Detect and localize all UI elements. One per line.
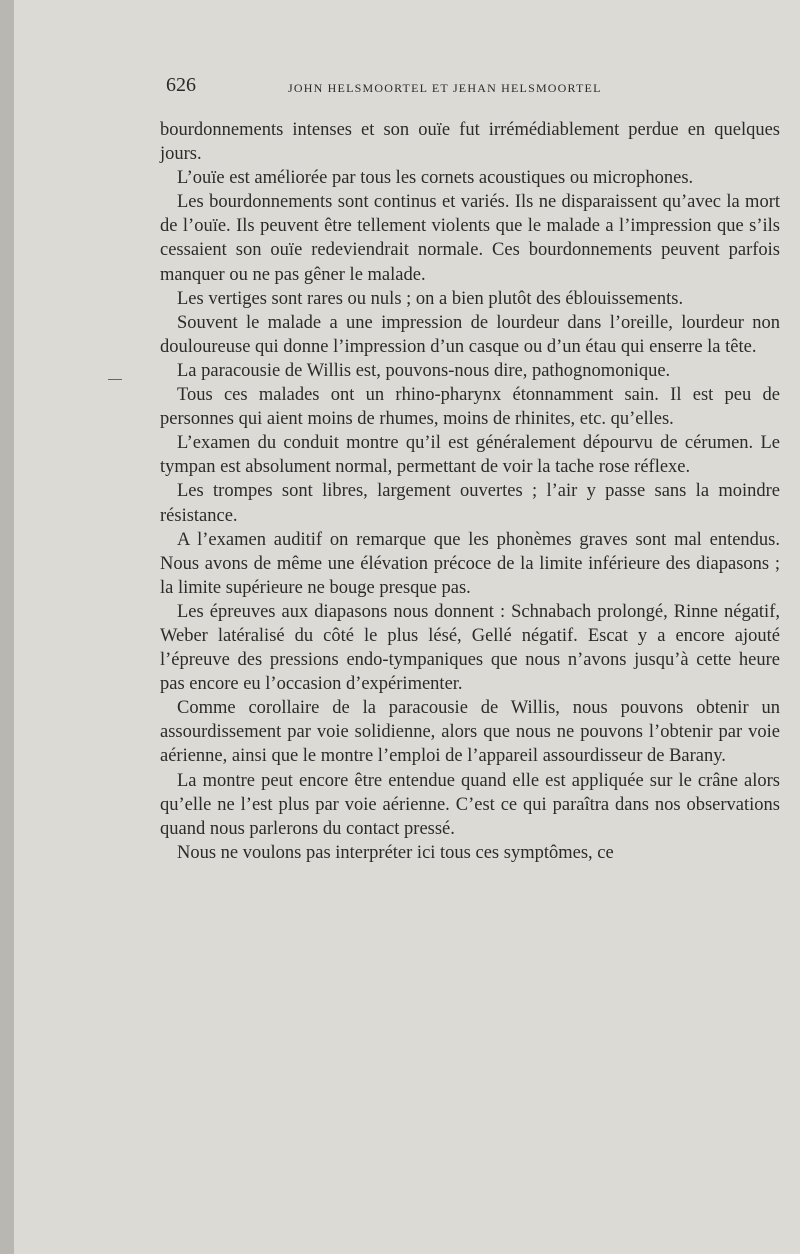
paragraph: Souvent le malade a une impression de lourdeur dans l’oreille, lourdeur non douloureuse qui donne l’impression d’un casque ou d’un étau qui enserre la tête. — [160, 312, 780, 357]
running-head: JOHN HELSMOORTEL ET JEHAN HELSMOORTEL — [288, 81, 602, 95]
page-number: 626 — [166, 74, 196, 96]
paragraph: L’examen du conduit montre qu’il est généralement dépourvu de cérumen. Le tympan est absolument normal, permettant de voir la tache rose réflexe. — [160, 433, 780, 478]
paragraph: Les trompes sont libres, largement ouvertes ; l’air y passe sans la moindre résistance. — [160, 481, 780, 526]
paragraph: bourdonnements intenses et son ouïe fut irrémédiablement perdue en quelques jours. — [160, 120, 780, 165]
paragraph: La paracousie de Willis est, pouvons-nous dire, pathognomonique. — [177, 360, 671, 381]
paragraph: A l’examen auditif on remarque que les phonèmes graves sont mal entendus. Nous avons de même une élévation précoce de la limite inférieure des diapasons ; la limite supérieure ne bouge presque pas. — [160, 529, 780, 598]
paragraph: Les épreuves aux diapasons nous donnent : Schnabach prolongé, Rinne négatif, Weber latéralisé du côté le plus lésé, Gellé négatif. Escat y a encore ajouté l’épreuve des pressions endo-tympaniques que nous n’avons jusqu’à cette heure pas encore eu l’occasion d’expérimenter. — [160, 601, 780, 695]
paragraph: Nous ne voulons pas interpréter ici tous ces symptômes, ce — [177, 842, 614, 863]
paragraph: Les bourdonnements sont continus et variés. Ils ne disparaissent qu’avec la mort de l’ouïe. Ils peuvent être tellement violents que le malade a l’impression que s’ils cessaient son ouïe redeviendrait normale. Ces bourdonnements peuvent parfois manquer ou ne pas gêner le malade. — [160, 192, 780, 285]
margin-mark — [108, 379, 122, 380]
paragraph: L’ouïe est améliorée par tous les cornets acoustiques ou microphones. — [177, 168, 694, 189]
paragraph: Les vertiges sont rares ou nuls ; on a bien plutôt des éblouissements. — [177, 288, 684, 309]
body-text — [160, 118, 780, 865]
paragraph: Comme corollaire de la paracousie de Willis, nous pouvons obtenir un assourdissement par voie solidienne, alors que nous ne pouvons l’obtenir par voie aérienne, ainsi que le montre l’emploi de l’appareil assourdisseur de Barany. — [160, 698, 780, 767]
paragraph: Tous ces malades ont un rhino-pharynx étonnamment sain. Il est peu de personnes qui aient moins de rhumes, moins de rhinites, etc. qu’elles. — [160, 385, 780, 430]
page-edge — [0, 0, 14, 1254]
paragraph: La montre peut encore être entendue quand elle est appliquée sur le crâne alors qu’elle ne l’est plus par voie aérienne. C’est ce qui paraîtra dans nos observations quand nous parlerons du contact pressé. — [160, 770, 780, 839]
page-header — [166, 74, 782, 104]
